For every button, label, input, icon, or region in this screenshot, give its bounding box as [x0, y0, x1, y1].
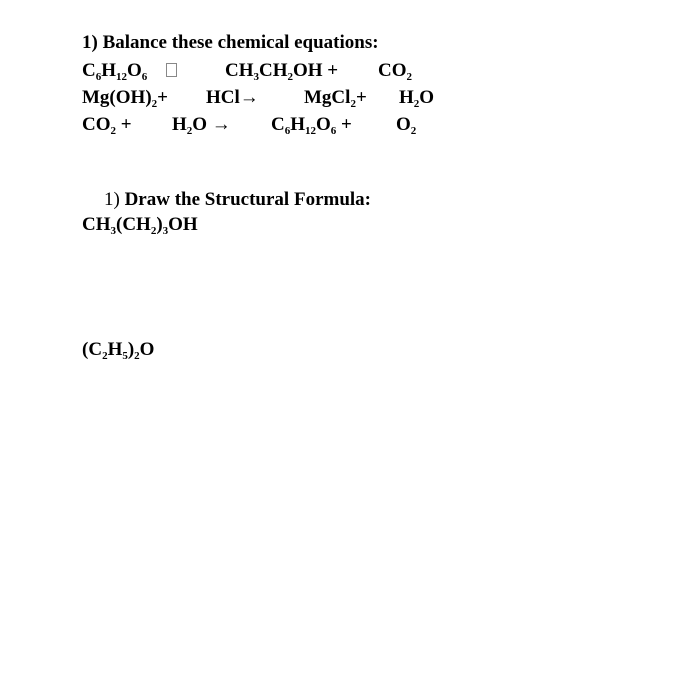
- balance-heading: 1) Balance these chemical equations:: [82, 32, 379, 53]
- missing-arrow-glyph: [166, 59, 177, 83]
- heading-number: 1): [104, 189, 120, 210]
- formula-butanol: $CH_3(CH_2)_3OH$: [82, 214, 198, 237]
- eq3-reactant-water: $H_2O$ →: [172, 114, 231, 137]
- heading-text: Draw the Structural Formula:: [124, 189, 372, 210]
- eq2-product-water: $H_2O$: [399, 87, 435, 110]
- equation-2: [82, 86, 642, 110]
- eq1-product-co2: $CO_2$: [378, 60, 412, 83]
- eq3-product-glucose: $C_6H_{12}O_6$ +: [271, 114, 352, 137]
- equation-3: [82, 113, 642, 137]
- eq3-reactant-co2: $CO_2$ +: [82, 114, 132, 137]
- structural-formula-heading: [104, 188, 371, 212]
- eq1-product-ethanol: $CH_3CH_2OH$ +: [225, 60, 339, 83]
- eq2-product-mgcl2: MgCl$_2$+: [304, 87, 367, 110]
- eq1-reactant-glucose: $C_6H_{12}O_6$: [82, 60, 148, 83]
- eq3-product-o2: $O_2$: [396, 114, 417, 137]
- eq2-reactant-mgoh2: $Mg(OH)_2+$: [82, 87, 168, 110]
- eq2-reactant-hcl: HCl→: [206, 87, 259, 108]
- equation-1: [82, 59, 642, 83]
- formula-diethyl-ether: $(C_2H_5)_2O$: [82, 339, 155, 362]
